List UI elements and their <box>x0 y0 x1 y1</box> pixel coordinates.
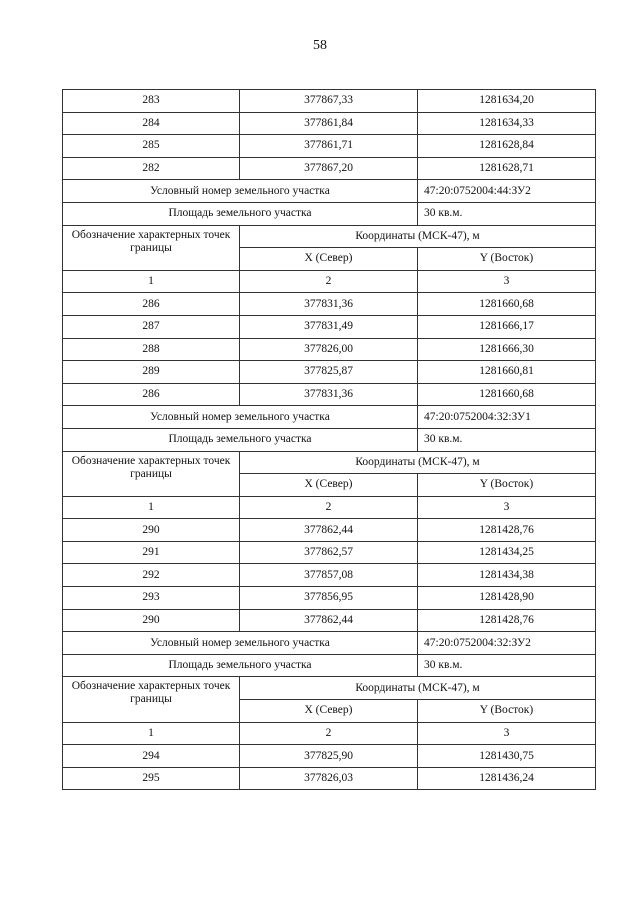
header-row <box>63 451 596 474</box>
y-cell: 1281628,71 <box>418 157 596 180</box>
x-cell: 377862,44 <box>240 519 418 542</box>
point-cell: 286 <box>63 293 240 316</box>
y-cell: 1281430,75 <box>418 745 596 768</box>
parcel-area-value: 30 кв.м. <box>418 654 596 677</box>
points-header: Обозначение характерных точек границы <box>63 225 240 270</box>
parcel-number-label: Условный номер земельного участка <box>63 406 418 429</box>
col-number: 3 <box>418 722 596 745</box>
x-cell: 377825,90 <box>240 745 418 768</box>
x-cell: 377831,36 <box>240 293 418 316</box>
table-row <box>63 519 596 542</box>
point-cell: 284 <box>63 112 240 135</box>
x-cell: 377867,33 <box>240 90 418 113</box>
y-header: Y (Восток) <box>418 474 596 497</box>
y-cell: 1281666,30 <box>418 338 596 361</box>
x-cell: 377862,44 <box>240 609 418 632</box>
column-number-row <box>63 496 596 519</box>
parcel-number-row <box>63 632 596 655</box>
y-header: Y (Восток) <box>418 700 596 723</box>
y-cell: 1281660,68 <box>418 293 596 316</box>
parcel-area-label: Площадь земельного участка <box>63 654 418 677</box>
column-number-row <box>63 270 596 293</box>
y-cell: 1281660,68 <box>418 383 596 406</box>
col-number: 3 <box>418 496 596 519</box>
x-cell: 377861,71 <box>240 135 418 158</box>
parcel-number-value: 47:20:0752004:32:ЗУ1 <box>418 406 596 429</box>
y-cell: 1281436,24 <box>418 767 596 790</box>
coords-header: Координаты (МСК-47), м <box>240 451 596 474</box>
coords-header: Координаты (МСК-47), м <box>240 677 596 700</box>
parcel-area-value: 30 кв.м. <box>418 202 596 225</box>
col-number: 2 <box>240 270 418 293</box>
x-header: X (Север) <box>240 248 418 271</box>
parcel-area-label: Площадь земельного участка <box>63 202 418 225</box>
table-row <box>63 361 596 384</box>
point-cell: 283 <box>63 90 240 113</box>
y-cell: 1281428,90 <box>418 587 596 610</box>
y-cell: 1281666,17 <box>418 315 596 338</box>
table-row <box>63 587 596 610</box>
y-cell: 1281628,84 <box>418 135 596 158</box>
col-number: 1 <box>63 270 240 293</box>
col-number: 2 <box>240 496 418 519</box>
parcel-number-label: Условный номер земельного участка <box>63 632 418 655</box>
y-cell: 1281634,33 <box>418 112 596 135</box>
point-cell: 293 <box>63 587 240 610</box>
parcel-number-row <box>63 406 596 429</box>
x-cell: 377861,84 <box>240 112 418 135</box>
col-number: 1 <box>63 496 240 519</box>
parcel-area-row <box>63 654 596 677</box>
parcel-number-row <box>63 180 596 203</box>
table-row <box>63 315 596 338</box>
points-header: Обозначение характерных точек границы <box>63 677 240 722</box>
x-cell: 377831,36 <box>240 383 418 406</box>
y-cell: 1281434,38 <box>418 564 596 587</box>
point-cell: 292 <box>63 564 240 587</box>
table-row <box>63 383 596 406</box>
x-cell: 377856,95 <box>240 587 418 610</box>
table-row <box>63 609 596 632</box>
point-cell: 290 <box>63 519 240 542</box>
col-number: 3 <box>418 270 596 293</box>
x-cell: 377826,00 <box>240 338 418 361</box>
table-row <box>63 338 596 361</box>
parcel-area-row <box>63 202 596 225</box>
x-cell: 377857,08 <box>240 564 418 587</box>
page-number: 58 <box>313 38 327 53</box>
parcel-area-row <box>63 428 596 451</box>
table-row <box>63 767 596 790</box>
parcel-number-value: 47:20:0752004:32:ЗУ2 <box>418 632 596 655</box>
points-header: Обозначение характерных точек границы <box>63 451 240 496</box>
point-cell: 285 <box>63 135 240 158</box>
x-cell: 377831,49 <box>240 315 418 338</box>
point-cell: 294 <box>63 745 240 768</box>
col-number: 2 <box>240 722 418 745</box>
header-row <box>63 677 596 700</box>
point-cell: 289 <box>63 361 240 384</box>
point-cell: 290 <box>63 609 240 632</box>
x-cell: 377867,20 <box>240 157 418 180</box>
point-cell: 282 <box>63 157 240 180</box>
y-header: Y (Восток) <box>418 248 596 271</box>
header-row <box>63 225 596 248</box>
point-cell: 286 <box>63 383 240 406</box>
table-row <box>63 90 596 113</box>
x-cell: 377862,57 <box>240 541 418 564</box>
table-row <box>63 135 596 158</box>
parcel-area-value: 30 кв.м. <box>418 428 596 451</box>
y-cell: 1281634,20 <box>418 90 596 113</box>
point-cell: 295 <box>63 767 240 790</box>
col-number: 1 <box>63 722 240 745</box>
x-header: X (Север) <box>240 474 418 497</box>
y-cell: 1281428,76 <box>418 609 596 632</box>
column-number-row <box>63 722 596 745</box>
table-row <box>63 745 596 768</box>
y-cell: 1281660,81 <box>418 361 596 384</box>
point-cell: 288 <box>63 338 240 361</box>
parcel-number-label: Условный номер земельного участка <box>63 180 418 203</box>
table-row <box>63 157 596 180</box>
x-header: X (Север) <box>240 700 418 723</box>
coords-header: Координаты (МСК-47), м <box>240 225 596 248</box>
table-row <box>63 112 596 135</box>
parcel-area-label: Площадь земельного участка <box>63 428 418 451</box>
coordinates-table <box>62 89 596 790</box>
x-cell: 377825,87 <box>240 361 418 384</box>
point-cell: 287 <box>63 315 240 338</box>
point-cell: 291 <box>63 541 240 564</box>
table-row <box>63 564 596 587</box>
y-cell: 1281428,76 <box>418 519 596 542</box>
parcel-number-value: 47:20:0752004:44:ЗУ2 <box>418 180 596 203</box>
table-row <box>63 541 596 564</box>
y-cell: 1281434,25 <box>418 541 596 564</box>
x-cell: 377826,03 <box>240 767 418 790</box>
table-row <box>63 293 596 316</box>
